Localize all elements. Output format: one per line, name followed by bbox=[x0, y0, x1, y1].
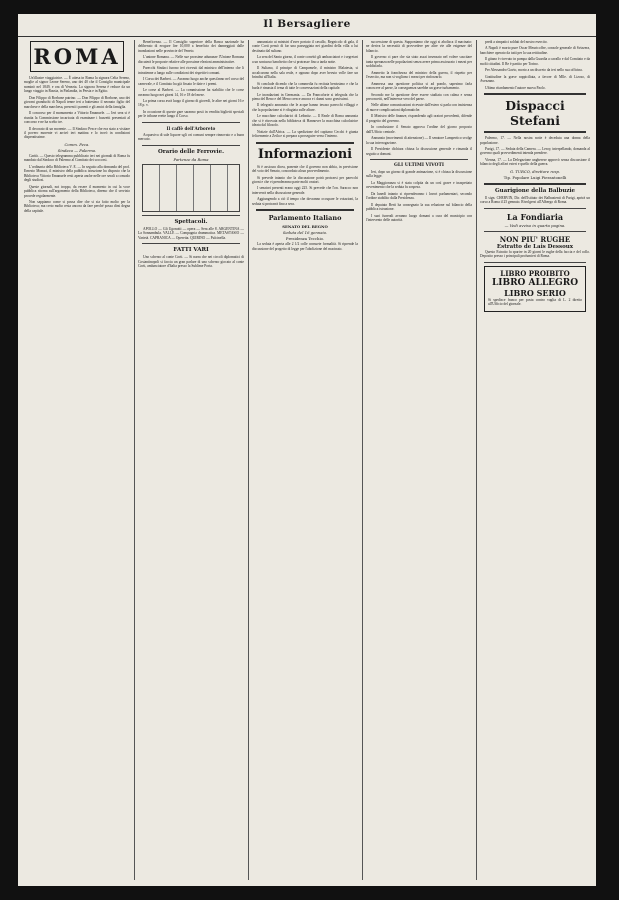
article: Aggiungendo a ciò il tempo che dovranno occupare le votazioni, la seduta si protrarrà fino a sera. bbox=[252, 197, 358, 206]
article: Parecchi Sindaci furono ieri ricevuti dal ministro dell'interno che li intrattenne a lungo sulle condizioni dei rispettivi comuni. bbox=[138, 66, 244, 75]
article: I senatori presenti erano oggi 225. Si prevede che l'on. Saracco non interverrà nella discussione generale. bbox=[252, 186, 358, 195]
column-divider bbox=[476, 40, 477, 880]
column-divider bbox=[362, 40, 363, 880]
railway-subtitle: Partenze da Roma bbox=[173, 156, 209, 162]
dispatch: Palermo, 17. — Nella nostra notte è deceduta una donna della popolazione. bbox=[480, 136, 590, 145]
article: L'ordinaria della Biblioteca V. E. — In seguito alla domanda del prof. Ernesto Monaci, il ministro della pubblica istruzione ha disposto che la Biblioteca Vittorio Emanuele resti aperta anche nelle ore serali a comodo degli studiosi. bbox=[24, 164, 130, 183]
article: Il decorato di un morente. — Il Sindaco Pesce che era stato a visitare il povero morente vi arrivò ieri mattina e lo trovò in condizioni disperatissime. bbox=[24, 126, 130, 140]
column-2 bbox=[138, 40, 244, 880]
masthead bbox=[18, 14, 596, 37]
article: Un'illustre viaggiatrice. — È attesa in Roma la signora Celia Sereno, moglie al signor Leone Sereno, uno dei 40 che il Consiglio municipale nominò nel 1849, e ora dì Venezia. La signora Serena è reduce da un lungo viaggio in Russia, in Finlandia, in Persia e in Egitto. bbox=[24, 76, 130, 94]
ad-libro-serio: LIBRO SERIO bbox=[504, 287, 566, 298]
column-4 bbox=[366, 40, 472, 880]
article: predi a simpatici soldati del nostro esercito. bbox=[485, 40, 548, 44]
ad-balbuzie-title: Guarigione della Balbuzie bbox=[494, 187, 576, 194]
article: Ammessa una questione politica si ad pondo, sapesimo farla conoscere al paese, la conseguenza sarebbe un grave turbamento. bbox=[366, 81, 472, 91]
article: La seduta è aperta alle 2 1/2 colle consuete formalità. Si riprende la discussione del progetto di legge per l'abolizione del macinato. bbox=[252, 242, 358, 251]
newspaper-title: Il Bersagliere bbox=[263, 18, 351, 30]
article: Il concorso per il monumento a Vittorio Emanuele. — Ieri sera si è riunita la Commissione incaricata di esaminare i bozzetti presentati al concorso e ne ha scelto tre. bbox=[24, 111, 130, 125]
ad-estratto-title: Estratto de Lais Dessoux bbox=[496, 243, 574, 250]
last-votes-title: GLI ULTIMI VIVOTI bbox=[394, 162, 444, 168]
ad-libro-allegro: LIBRO ALLEGRO bbox=[491, 277, 579, 288]
ad-libri-text: Si spedisce franco per posta contro vaglia di L. 2 diretto all'Ufficio del giornale. bbox=[488, 297, 582, 307]
ad-balbuzie-text: Il sign. CHERVIN, Dir. dell'Istituto dei Balbuzienti di Parigi, aprirà un corso a Roma il 25 gennaio. Rivolgersi all'Albergo di Roma. bbox=[480, 195, 590, 205]
article: In occasione di queste gare saranno posti in vendita biglietti speciali per le tribune erette lungo il Corso. bbox=[138, 109, 244, 119]
article: Il Sultano, il principe di Campomele, il ministro Malatesta, si accalcarono nella sala reale, e ognuno dopo aver bevuto volle fare un brindisi all'Italia. bbox=[252, 66, 358, 80]
column-1 bbox=[24, 40, 130, 880]
article: Il governo ci pare che sia stato assai insensato nel volere suscitare tanta speranza nelle popolazioni senza avere prima assicurato i mezzi per soddisfarla. bbox=[366, 55, 472, 69]
shows-title: Spettacoli. bbox=[174, 218, 208, 225]
article: Il gitano è ricevuto in pompa dalla Guardia a cavallo e dal Comitato e da molti cittadini. Il Re è partito per Torino. bbox=[480, 57, 590, 66]
article: Nelle ultime comunicazioni ricevute dall'estero si parla con insistenza di nuove complicazioni diplomatiche. bbox=[366, 103, 472, 112]
divider bbox=[484, 183, 586, 185]
ad-fondiaria-note: — Vedi avviso in quarta pagina. bbox=[504, 222, 566, 228]
divider bbox=[142, 122, 240, 123]
newspaper-page bbox=[18, 14, 596, 886]
article: Ieri, dopo un giorno di grande animazione, si è chiusa la discussione sulla legge. bbox=[366, 169, 472, 179]
article: Le inondazioni in Germania. — Da Francoforte si telegrafa che la piena del Reno e del Meno cresce ancora e i danni sono gravissimi. bbox=[252, 92, 358, 101]
column-divider bbox=[134, 40, 135, 880]
dispatch: Parigi, 17. — Seduta della Camera. — Leroy, interpellando, domanda al governo quali provvedimenti intenda prendere. bbox=[480, 146, 590, 156]
printer-credit: Tip. Popolare Luigi Pierantonelli bbox=[503, 174, 567, 180]
article: La sera del Santo giorno, il conte convitò gli ambasciatori e i segretari a un sontuoso banchetto che si protrasse fino a tarda notte. bbox=[252, 55, 358, 64]
dispatch: Vienna, 17. — La Delegazione ungherese approvò senza discussione il bilancio degli affari esteri e quello della guerra. bbox=[480, 157, 590, 167]
ad-fondiaria: La Fondiaria bbox=[506, 211, 564, 222]
divider bbox=[142, 215, 240, 216]
article: Notizie dall'Africa. — La spedizione del capitano Cecchi è giunta felicemente a Zeila e si prepara a proseguire verso l'interno. bbox=[252, 129, 358, 139]
senate-heading: SENATO DEL REGNO bbox=[282, 224, 328, 230]
article: Queste giornali, noi troppo, da essere il momento in cui la voce pubblica ritorna sull'argomento della Biblioteca, diremo che il servizio procede regolarmente. bbox=[24, 184, 130, 198]
article: Si prevede intanto che la discussione potrà protrarsi per parecchi giorni e che vi prenderanno parte molti oratori. bbox=[252, 175, 358, 184]
informazioni-title: Informazioni bbox=[257, 146, 353, 162]
notice-text: Acquaviva di sale liquore sgli ori comuni sempre rinnovato e a buon mercato. bbox=[138, 132, 244, 142]
article: A Napoli è morto pure Oscar Meuricoffre, console generale di Svizzera, banchiere operato da tutti per la sua rettitudine. bbox=[480, 46, 590, 55]
fatti-vari-title: FATTI VARI bbox=[173, 247, 209, 254]
article: Il deputato Berti ha consegnato la sua relazione sul bilancio della pubblica istruzione. bbox=[366, 202, 472, 212]
section-title-roma: ROMA bbox=[33, 44, 121, 69]
railway-title: Orario delle Ferrovie. bbox=[157, 148, 225, 155]
divider bbox=[484, 131, 586, 133]
article: Si è assicura dicea, ponente che il governo non abbia, in previsione del voto del Senato, concordato alcun provvedimento. bbox=[252, 164, 358, 174]
divider bbox=[484, 93, 586, 95]
divider bbox=[256, 142, 354, 144]
article: Non sappiamo come si possa dire che si sia fatto molto per la Biblioteca; ma certo molto resta ancora da fare perché possa dirsi degna della capitale. bbox=[24, 199, 130, 213]
article: L'unione Romana. — Nelle sue prossime adunanze l'Unione Romana discuterà le proposte relative alle prossime elezioni amministrative. bbox=[138, 55, 244, 64]
article: Per Alessandro Gavio, morto a un discreto da ieri nello sua officina. bbox=[485, 68, 583, 73]
ad-libri-box bbox=[484, 266, 586, 312]
divider bbox=[484, 208, 586, 209]
article: successione di questa. Supponiamo che oggi si abolisca il macinato: ne deriva la necessità di provvedere per altre vie alle esigenze del bilancio. bbox=[366, 40, 472, 53]
signature: Sindaco — Palermo. bbox=[57, 147, 97, 153]
parliament-title: Parlamento Italiano bbox=[268, 214, 342, 223]
article: In conclusione il Senato approva l'ordine del giorno proposto dall'Ufficio centrale. bbox=[366, 125, 472, 134]
signature: Comm. Peca. bbox=[64, 141, 90, 147]
article: Gratitudine la grave rappiciliata, a favore di Mlle. di Lizoso, di Avezzano. bbox=[480, 74, 590, 84]
divider bbox=[142, 243, 240, 244]
article: Uno scherzo al conte Corti. — Si narra che nei circoli diplomatici di Costantinopoli si faccia un gran parlare di uno scherzo giocato al conte Corti, ambasciatore d'Italia presso la Sublime Porta. bbox=[138, 255, 244, 268]
editor-credit: G. TURCO, direttore resp. bbox=[509, 168, 561, 174]
article: Carità. — Questo telegramma pubblicato ieri nei giornali di Roma fu mandato dal Sindaco di Palermo al Comitato dei soccorsi. bbox=[24, 153, 130, 163]
article: Ultimo ritardamento l'autore nuova Paolo. bbox=[485, 85, 546, 90]
article: Secondo me la questione deve essere studiata con calma e senza preconcetti, nell'interesse vero del paese. bbox=[366, 92, 472, 101]
column-5 bbox=[480, 40, 590, 880]
shows-list: APOLLO — Gli Ugonotti — opera — Sera alle 8. ARGENTINA — La Sonnambula. VALLE — Compagnia drammatica. METASTASIO — Varietà. CAPRANICA — Operetta. QUIRINO — Pulcinella. bbox=[138, 226, 244, 240]
article: Beneficenza. — Il Consiglio superiore della Banca nazionale ha deliberato di erogare lire 10,000 a beneficio dei danneggiati dalle inondazioni nelle provincie del Veneto. bbox=[138, 40, 244, 53]
dispacci-title: Dispacci Stefani bbox=[505, 98, 565, 129]
article: Annunzio (movimenti di attenzione) — Il senatore Lampertico svolge la sua interrogazione. bbox=[366, 136, 472, 145]
article: Si conclude dicendo che la commedia fu recitata benissimo e che la burla è rimasta il tema di tutte le conversazioni della capitale. bbox=[252, 81, 358, 91]
ad-nonpiu-rughe: NON PIU' RUGHE bbox=[499, 234, 571, 244]
article: Le corse al Barberi. — La commissione ha stabilito che le corse avranno luogo nei giorni 14, 16 e 18 del mese. bbox=[138, 88, 244, 97]
ad-libro-proibito: LIBRO PROIBITO bbox=[500, 268, 570, 278]
article: La Maggioranza si è stata colpita da un così grave e inaspettato avvenimento che la seduta fu sospesa. bbox=[366, 180, 472, 190]
article: I suoi funerali avranno luogo domani a cura del municipio con l'intervento delle autorità. bbox=[366, 213, 472, 223]
ad-estratto-text: Questo Estratto fa sparire in 20 giorni le rughe della faccia e del collo. Deposito presso i principali profumieri di Roma. bbox=[480, 249, 590, 259]
section-roma bbox=[30, 41, 124, 72]
notice-heading: Il caffè dell'Arboreto bbox=[166, 125, 216, 131]
article: I Corsa dei Barberi. — Avranno luogo anche quest'anno nel corso del carnevale, e il Comitato ha già fissato le date e i premi. bbox=[138, 77, 244, 86]
article: La prima corsa avrà luogo il giorno di giovedì, le altre nei giorni 16 e 18 p. v. bbox=[138, 98, 244, 108]
article: annunziato ai ministri d'aver portato il cavallo, Regnicolo di gala, il conte Corti pensò di far una passeggiata nei giardini della villa a lui destinata dal sultano. bbox=[252, 40, 358, 53]
article: Ammetto la franchezza del ministro della guerra, il rispetto per l'esercito, ma non si vogliono i mezzi per rinforzarlo. bbox=[366, 70, 472, 80]
divider bbox=[142, 145, 240, 146]
divider bbox=[256, 209, 354, 211]
article: Da lunedì intanto si riprenderanno i lavori parlamentari, secondo l'ordine stabilito dalla Presidenza. bbox=[366, 191, 472, 201]
article: Il Ministro delle finanze, rispondendo agli oratori precedenti, difende il progetto del governo. bbox=[366, 114, 472, 123]
article: Don Filippo di Borbone patrino. — Don Filippo di Borbone, uno dei giovani granduchi di Napoli tenne ieri a battesimo il neonato figlio del marchese e della marchesa, presenti i parenti e gli amici della famiglia. bbox=[24, 95, 130, 109]
column-3 bbox=[252, 40, 358, 880]
column-divider bbox=[248, 40, 249, 880]
divider bbox=[484, 231, 586, 232]
presidency: Presidenza Tecchio. bbox=[285, 236, 325, 242]
divider bbox=[484, 262, 586, 263]
article: Il Presidente dichiara chiusa la discussione generale e rimanda il seguito a domani. bbox=[366, 147, 472, 156]
sitting-date: Seduta del 16 gennaio. bbox=[282, 230, 328, 236]
article: Il telegrafo annunzia che le acque hanno invaso parecchi villaggi e che la popolazione si è rifugiata sulle alture. bbox=[252, 103, 358, 112]
divider bbox=[370, 159, 468, 160]
railway-timetable bbox=[142, 164, 240, 212]
article: Le macchine calcolatrici di Leibnitz. — Il Reale di Roma annunzia che si è ritrovata nella biblioteca di Hannover la macchina calcolatrice ideata dal filosofo. bbox=[252, 114, 358, 128]
